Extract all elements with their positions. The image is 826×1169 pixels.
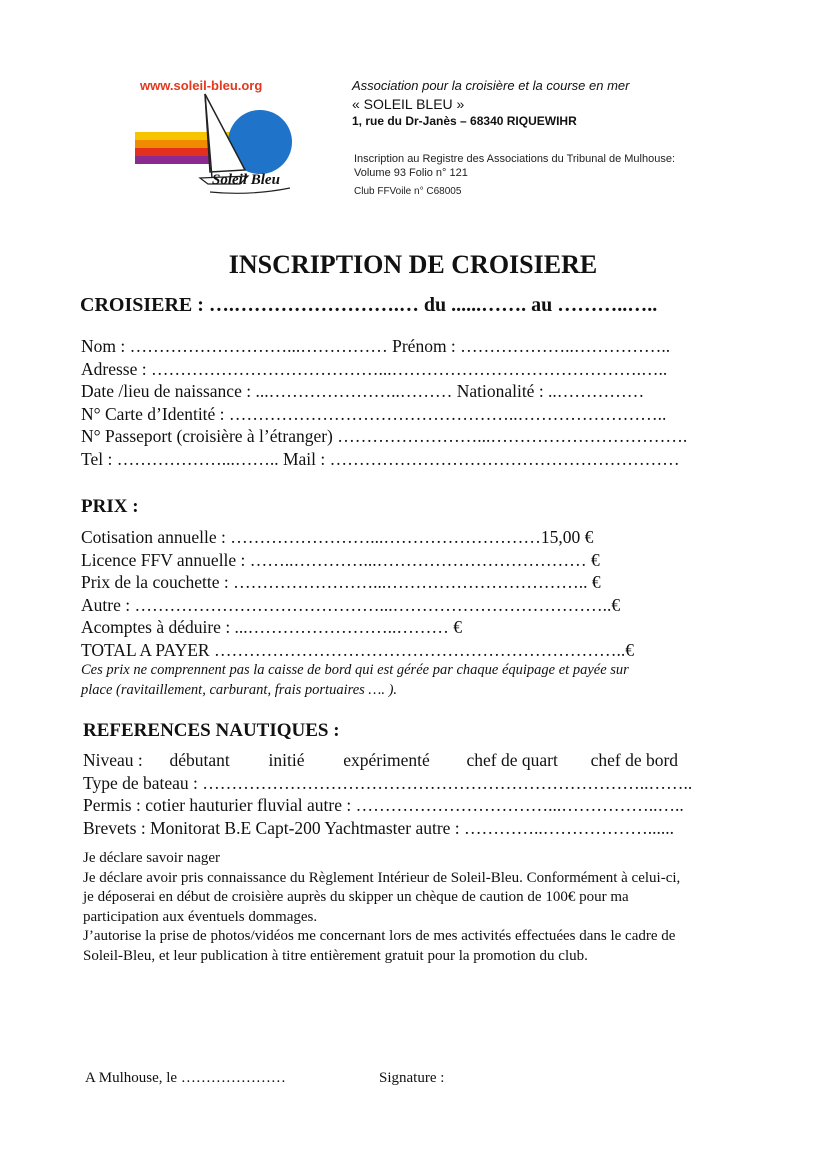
prix-note xyxy=(81,660,629,700)
association-name: « SOLEIL BLEU » xyxy=(352,96,465,112)
permis-field[interactable]: Permis : cotier hauturier fluvial autre : ……………………………...……………..….. xyxy=(83,795,684,815)
nautique-heading: REFERENCES NAUTIQUES : xyxy=(83,720,340,741)
carte-identite-field[interactable]: N° Carte d’Identité : …………………………………………..…………………….. xyxy=(81,403,667,424)
niveau-option-experimente[interactable]: expérimenté xyxy=(343,750,430,770)
declaration-line: participation aux éventuels dommages. xyxy=(83,908,318,925)
autre-line[interactable]: Autre : ……………………………………...………………………………..€ xyxy=(81,594,621,615)
acomptes-line[interactable]: Acomptes à déduire : ...……………………..……… € xyxy=(81,617,463,637)
declaration-line: Soleil-Bleu, et leur publication à titre entièrement gratuit pour la promotion du club. xyxy=(83,947,588,964)
registre-line: Volume 93 Folio n° 121 xyxy=(354,167,468,179)
declaration-line: Je déclare savoir nager xyxy=(83,850,221,866)
note-line: Ces prix ne comprennent pas la caisse de bord qui est gérée par chaque équipage et payée sur xyxy=(81,662,629,678)
niveau-option-debutant[interactable]: débutant xyxy=(169,750,230,770)
passeport-field[interactable]: N° Passeport (croisière à l’étranger) ……………………...……………………………. xyxy=(81,426,688,446)
adresse-field[interactable]: Adresse : …………………………………...…………………………………….….. xyxy=(81,358,668,379)
nautique-section xyxy=(83,749,692,839)
association-address: 1, rue du Dr-Janès – 68340 RIQUEWIHR xyxy=(352,114,577,128)
niveau-label: Niveau : xyxy=(83,750,143,770)
website-url: www.soleil-bleu.org xyxy=(140,78,263,93)
signature-field[interactable]: Signature : xyxy=(379,1070,445,1086)
lieu-date-field[interactable]: A Mulhouse, le ………………… xyxy=(85,1070,286,1086)
identity-section xyxy=(81,335,687,470)
club-number: Club FFVoile n° C68005 xyxy=(354,186,462,197)
declarations xyxy=(83,849,680,966)
niveau-option-initie[interactable]: initié xyxy=(268,750,305,770)
note-line: place (ravitaillement, carburant, frais portuaires …. ). xyxy=(81,682,398,698)
registre-line: Inscription au Registre des Associations du Tribunal de Mulhouse: xyxy=(354,153,676,165)
association-description: Association pour la croisière et la course en mer xyxy=(352,78,630,93)
niveau-option-chef-de-quart[interactable]: chef de quart xyxy=(466,750,558,770)
tel-mail-field[interactable]: Tel : ………………...…….. Mail : …………………………………………………… xyxy=(81,448,680,469)
licence-line[interactable]: Licence FFV annuelle : ……..…………...……………………………… € xyxy=(81,549,600,570)
declaration-line: je déposerai en début de croisière auprès du skipper un chèque de caution de 100€ pour ma xyxy=(83,889,629,905)
prix-heading: PRIX : xyxy=(81,496,139,517)
nom-prenom-field[interactable]: Nom : ………………………...…………… Prénom : ………………..…………….. xyxy=(81,336,671,356)
prix-section xyxy=(81,526,634,661)
declaration-line: J’autorise la prise de photos/vidéos me concernant lors de mes activités effectuées dans le cadre de xyxy=(83,928,676,944)
declaration-line: Je déclare avoir pris connaissance du Règlement Intérieur de Soleil-Bleu. Conformément à celui-ci, xyxy=(83,869,681,886)
brevets-field[interactable]: Brevets : Monitorat B.E Capt-200 Yachtmaster autre : …………..………………...... xyxy=(83,817,675,838)
cotisation-line: Cotisation annuelle : ……………………...………………………15,00 € xyxy=(81,527,594,547)
niveau-option-chef-de-bord[interactable]: chef de bord xyxy=(590,750,679,770)
logo-script: Soleil Bleu xyxy=(212,172,280,188)
croisiere-line[interactable]: CROISIERE : ….…………………….… du ......……. au ………..….. xyxy=(80,294,658,316)
page-title: INSCRIPTION DE CROISIERE xyxy=(228,250,598,279)
total-line[interactable]: TOTAL A PAYER ……………………………………………………………..€ xyxy=(81,639,634,660)
type-bateau-field[interactable]: Type de bateau : …………………………………………………………………..…….. xyxy=(83,772,693,793)
registre-info xyxy=(354,152,734,180)
couchette-line[interactable]: Prix de la couchette : ……………………...…………………………….. € xyxy=(81,572,601,592)
naissance-nationalite-field[interactable]: Date /lieu de naissance : ...…………………..……… Nationalité : ..…………… xyxy=(81,381,645,401)
niveau-row xyxy=(83,749,692,772)
